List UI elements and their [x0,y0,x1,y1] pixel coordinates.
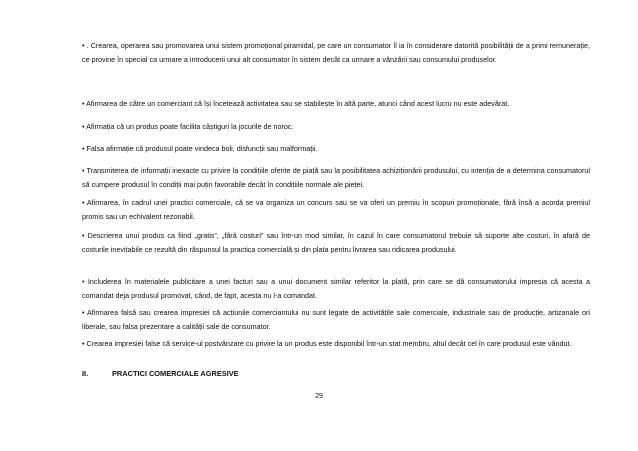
list-item-free-claim: • Descrierea unui produs ca fiind „gratis”, „fără costuri” sau într-un mod similar, în cazul în care consumatorul trebuie să suporte alte costuri, în afară de costurile inevitabile ce rezultă din răspunsul la practica comercială și din plata pentru livrarea sau ridicarea produsului. [82,231,590,254]
list-item-contest-prize: • Afirmarea, în cadrul unei practici comerciale, că se va organiza un concurs sau se va oferi un premiu în scopuri promoționale, fără însă a acorda premiul promis sau un echivalent rezonabil. [82,198,590,221]
list-item-after-sales: • Crearea impresiei false că service-ul postvânzare cu privire la un produs este disponibil într-un stat membru, altul decât cel în care produsul este vândut. [82,339,572,348]
section-title: PRACTICI COMERCIALE AGRESIVE [112,369,239,378]
list-item-cure-claim: • Falsa afirmație că produsul poate vindeca boli, disfuncții sau malformații. [82,144,318,153]
list-item-gambling-claim: • Afirmația că un produs poate facilita câștiguri la jocurile de noroc. [82,122,294,131]
section-heading [82,369,239,378]
list-item-pyramid-scheme: • . Crearea, operarea sau promovarea unui sistem promoțional piramidal, pe care un consumator îl ia în considerare datorită posibilității de a primi remunerație, ce provine în special ca urmare a introducerii unui alt consumator în sistem decât ca urmare a vânzării sau consumului produselor. [82,41,590,64]
section-number: II. [82,369,89,378]
list-item-market-conditions: • Transmiterea de informații inexacte cu privire la condițiile oferite de piață sau la posibilitatea achiziționării produsului, cu intenția de a determina consumatorul să cumpere produsul în condiții mai puțin favorabile decât în condițiile normale ale pieței. [82,166,590,189]
list-item-false-consumer: • Afirmarea falsă sau crearea impresiei că acțiunile comerciantului nu sunt legate de activitățile sale comerciale, industriale sau de producție, artizanale ori liberale, sau falsa prezentare a calității sale de consumator. [82,308,590,331]
list-item-ceasing-activity: • Afirmarea de către un comerciant că își încetează activitatea sau se stabilește în altă parte, atunci când acest lucru nu este adevărat. [82,99,510,108]
page-number: 29 [315,393,323,400]
list-item-invoice: • Includerea în materialele publicitare a unei facturi sau a unui document similar referitor la plată, prin care se dă consumatorului impresia că acesta a comandat deja produsul promovat, când, de fapt, acesta nu l-a comandat. [82,277,590,300]
